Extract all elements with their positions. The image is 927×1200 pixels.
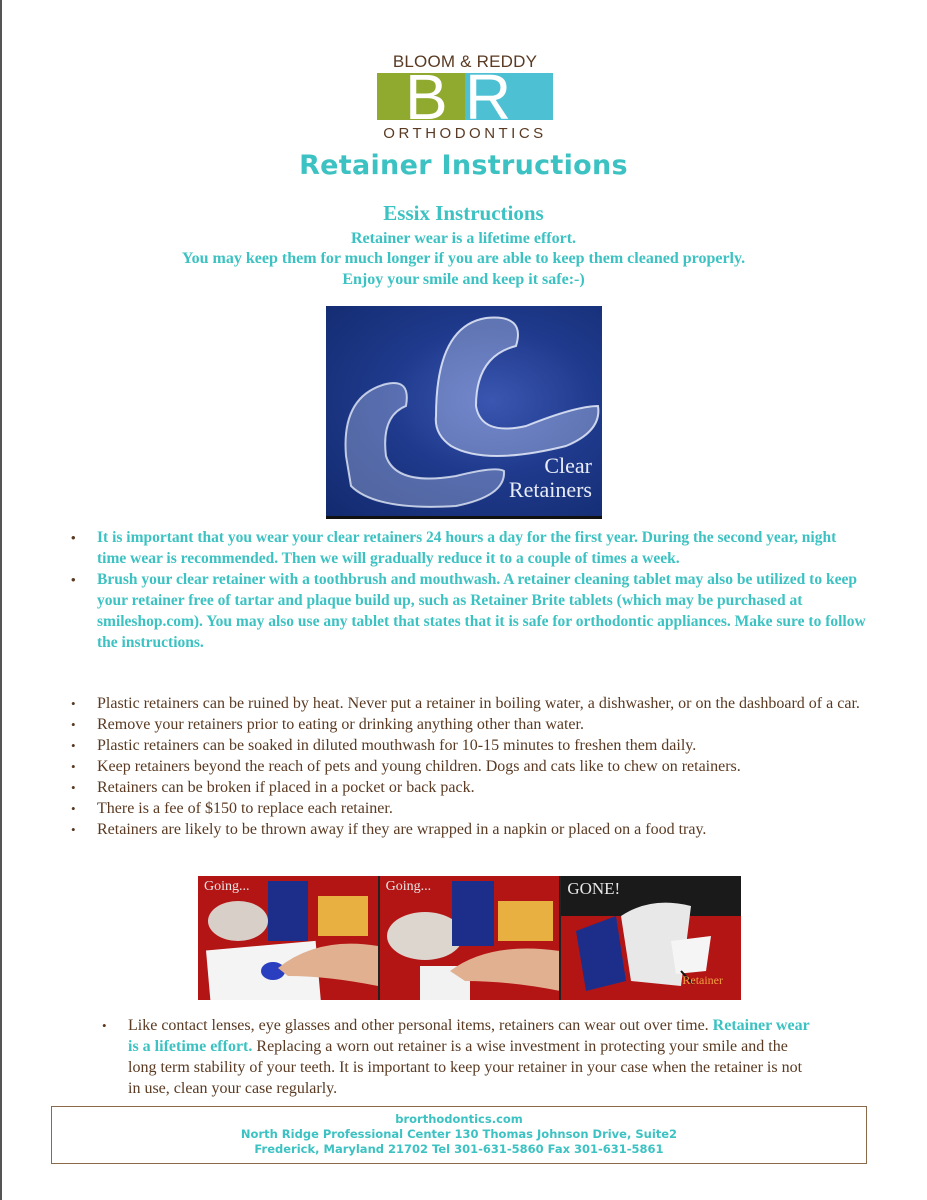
list-item bbox=[67, 735, 867, 756]
list-item-text: There is a fee of $150 to replace each retainer. bbox=[97, 800, 393, 817]
practice-logo bbox=[374, 52, 556, 148]
intro-line-1: Retainer wear is a lifetime effort. bbox=[350, 230, 577, 247]
bullet-icon: • bbox=[71, 717, 76, 732]
page-title: Retainer Instructions bbox=[299, 150, 628, 181]
photo-panel-gone bbox=[561, 876, 741, 1000]
intro-line-2: You may keep them for much longer if you are able to keep them cleaned properly. bbox=[181, 250, 746, 267]
panel-label: Going... bbox=[385, 879, 432, 894]
bullet-icon: • bbox=[71, 530, 76, 545]
list-item bbox=[67, 714, 867, 735]
bullet-icon: • bbox=[71, 822, 76, 837]
note-text-part-2: Replacing a worn out retainer is a wise investment in protecting your smile and the long term stability of your teeth. It is important to keep your retainer in your case when the retainer is not in use, clean your case regularly. bbox=[128, 1038, 803, 1097]
photo-panel-going-1 bbox=[198, 876, 378, 1000]
logo-top-text: BLOOM & REDDY bbox=[392, 52, 538, 71]
list-item-text: Remove your retainers prior to eating or drinking anything other than water. bbox=[97, 716, 584, 733]
list-item bbox=[67, 819, 867, 840]
caption-line-1: Clear bbox=[544, 453, 592, 478]
going-gone-photo-strip bbox=[198, 876, 741, 1000]
photo-caption bbox=[509, 454, 592, 502]
bullet-icon: • bbox=[71, 572, 76, 587]
list-item-text: Brush your clear retainer with a toothbrush and mouthwash. A retainer cleaning tablet may also be utilized to keep your retainer free of tartar and plaque build up, such as Retainer Brite tablets (which may be purchased at smileshop.com). You may also use any tablet that states that it is safe for orthodontic appliances. Make sure to follow the instructions. bbox=[97, 571, 866, 651]
list-item bbox=[67, 756, 867, 777]
primary-instructions-list bbox=[67, 527, 867, 653]
caption-line-2: Retainers bbox=[508, 477, 592, 502]
note-text-part-1: Like contact lenses, eye glasses and other personal items, retainers can wear out over time. bbox=[128, 1017, 713, 1034]
note-highlight: Retainer wear is a lifetime effort. bbox=[128, 1017, 810, 1055]
retainer-pointer-label: Retainer bbox=[682, 973, 724, 987]
logo-letter-r: R bbox=[465, 61, 512, 133]
section-subtitle: Essix Instructions bbox=[383, 201, 544, 225]
replacement-note-list bbox=[98, 1015, 818, 1099]
list-item-text: Keep retainers beyond the reach of pets and young children. Dogs and cats like to chew on retainers. bbox=[97, 758, 741, 775]
list-item-text bbox=[128, 1017, 809, 1097]
list-item bbox=[67, 777, 867, 798]
list-item-text: Plastic retainers can be soaked in diluted mouthwash for 10-15 minutes to freshen them daily. bbox=[97, 737, 697, 754]
list-item bbox=[67, 798, 867, 819]
bullet-icon: • bbox=[71, 759, 76, 774]
list-item-text: Plastic retainers can be ruined by heat. Never put a retainer in boiling water, a dishwasher, or on the dashboard of a car. bbox=[97, 695, 860, 712]
footer-address-line-1: North Ridge Professional Center 130 Thomas Johnson Drive, Suite2 bbox=[240, 1127, 678, 1141]
bullet-icon: • bbox=[71, 780, 76, 795]
clear-retainers-photo bbox=[326, 306, 602, 519]
intro-line-3: Enjoy your smile and keep it safe:-) bbox=[342, 271, 585, 288]
photo-panel-going-2 bbox=[380, 876, 560, 1000]
list-item bbox=[67, 527, 867, 569]
footer-website: brorthodontics.com bbox=[395, 1112, 523, 1126]
bullet-icon: • bbox=[71, 738, 76, 753]
logo-bottom-text: ORTHODONTICS bbox=[383, 125, 547, 142]
list-item bbox=[67, 569, 867, 653]
list-item-text: Retainers are likely to be thrown away if they are wrapped in a napkin or placed on a food tray. bbox=[97, 821, 707, 838]
list-item bbox=[98, 1015, 818, 1099]
contact-footer bbox=[51, 1106, 867, 1164]
bullet-icon: • bbox=[102, 1018, 107, 1033]
logo-letter-b: B bbox=[405, 61, 448, 133]
bullet-icon: • bbox=[71, 801, 76, 816]
footer-address-line-2: Frederick, Maryland 21702 Tel 301-631-5860 Fax 301-631-5861 bbox=[254, 1142, 664, 1156]
list-item-text: Retainers can be broken if placed in a pocket or back pack. bbox=[97, 779, 475, 796]
list-item bbox=[67, 693, 867, 714]
care-instructions-list bbox=[67, 693, 867, 840]
bullet-icon: • bbox=[71, 696, 76, 711]
panel-label: GONE! bbox=[567, 879, 621, 898]
panel-label: Going... bbox=[204, 879, 250, 894]
list-item-text: It is important that you wear your clear retainers 24 hours a day for the first year. During the second year, night time wear is recommended. Then we will gradually reduce it to a couple of times a week. bbox=[97, 529, 837, 567]
